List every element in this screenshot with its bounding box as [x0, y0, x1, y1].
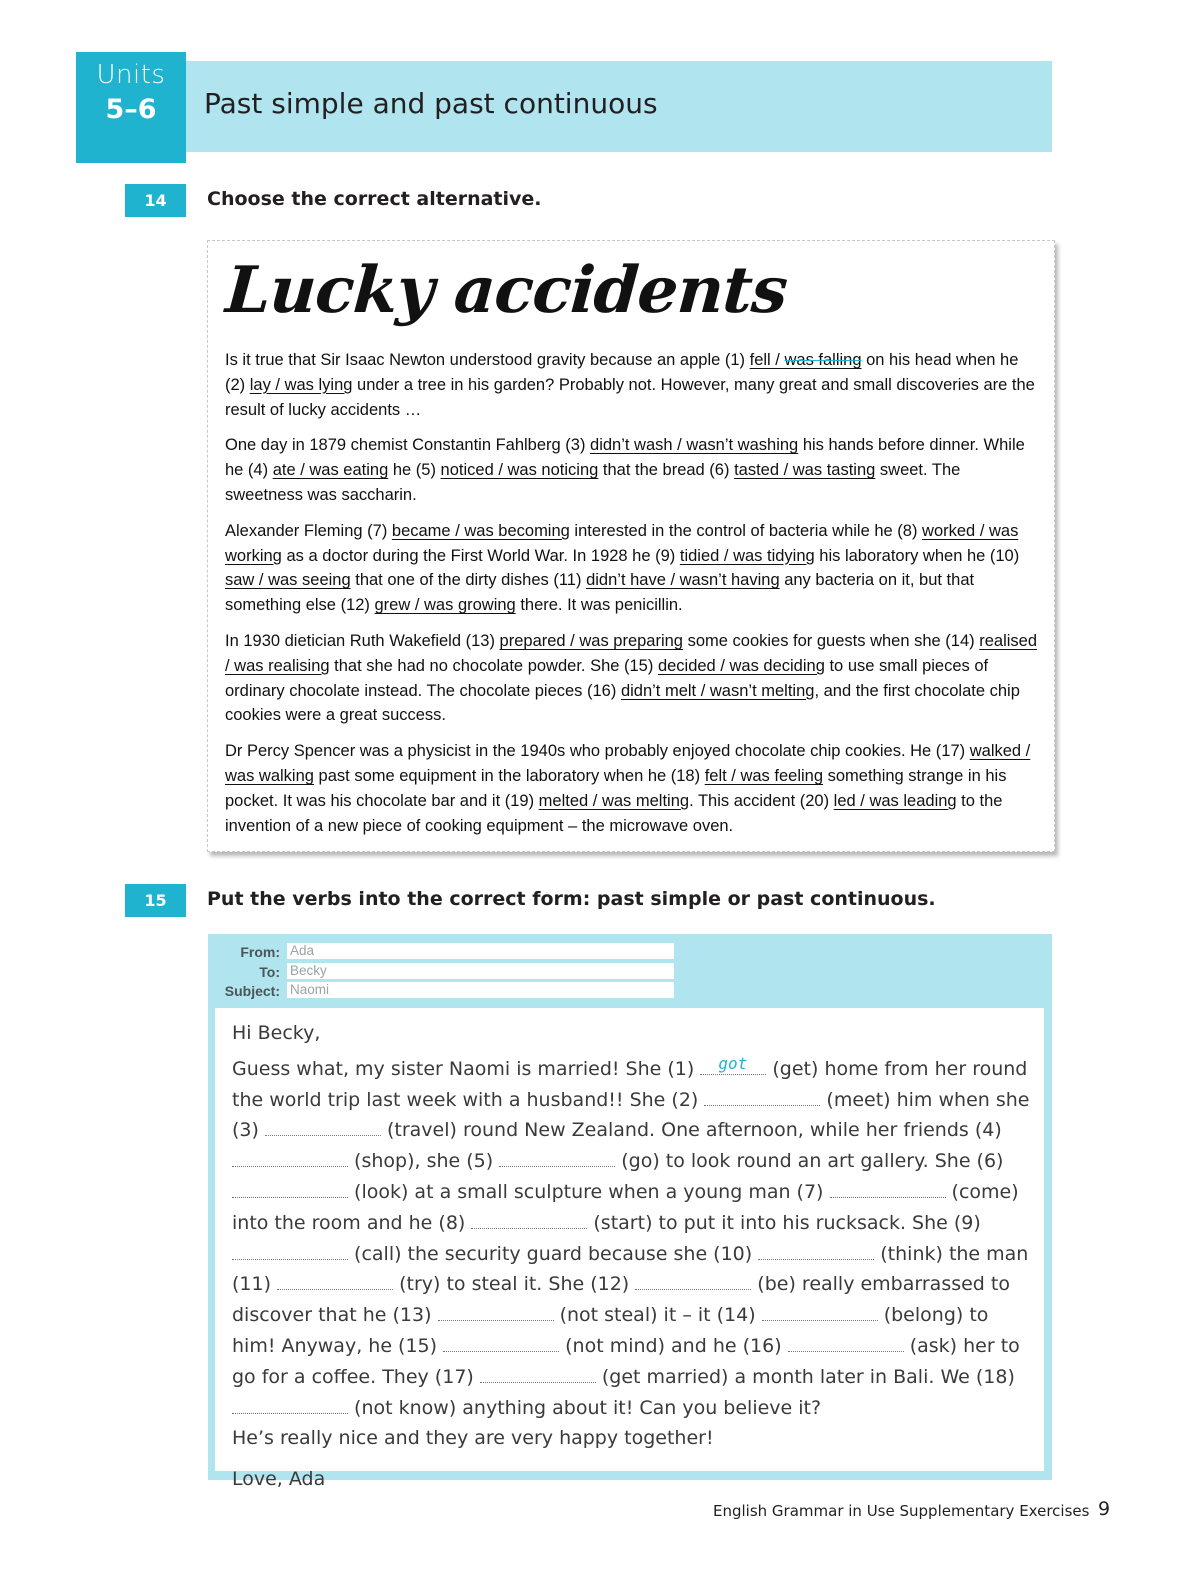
answer-blank-8[interactable] — [471, 1210, 587, 1229]
choice-1[interactable]: fell / was falling — [749, 351, 862, 369]
email-closing-line: He’s really nice and they are very happy together! — [232, 1427, 714, 1450]
handwritten-answer-1: got — [718, 1053, 748, 1073]
choice-14[interactable]: realised / was realising — [225, 631, 1038, 675]
choice-15[interactable]: decided / was deciding — [657, 656, 825, 675]
choice-16[interactable]: didn’t melt / wasn’t melting — [620, 681, 815, 700]
choice-1-crossed-out: was falling — [784, 351, 862, 369]
choice-13[interactable]: prepared / was preparing — [499, 631, 683, 650]
choice-6[interactable]: tasted / was tasting — [734, 461, 876, 480]
answer-blank-18[interactable] — [232, 1395, 348, 1414]
page-title: Past simple and past continuous — [204, 87, 658, 120]
article-paragraph-1: Is it true that Sir Isaac Newton understood gravity because an apple (1) fell / was falling on his head when he (2) lay / was lying under a tree in his garden? Probably not. However, many great and small discoveries are the result of lucky accidents … — [225, 351, 1035, 419]
choice-5[interactable]: noticed / was noticing — [440, 461, 599, 480]
answer-blank-17[interactable] — [480, 1364, 596, 1383]
choice-2[interactable]: lay / was lying — [249, 375, 353, 394]
subject-field[interactable]: Naomi — [287, 982, 674, 998]
subject-label: Subject: — [224, 983, 280, 999]
answer-blank-15[interactable] — [443, 1333, 559, 1352]
exercise-14-number: 14 — [125, 184, 186, 217]
answer-blank-9[interactable] — [232, 1241, 348, 1260]
choice-12[interactable]: grew / was growing — [374, 596, 516, 615]
choice-17[interactable]: walked / was walking — [225, 742, 1031, 785]
exercise-14-instruction: Choose the correct alternative. — [207, 188, 542, 210]
email-from-row — [208, 943, 678, 961]
exercise-15-instruction: Put the verbs into the correct form: past simple or past continuous. — [207, 888, 936, 910]
answer-blank-1[interactable] — [700, 1053, 766, 1075]
article-paragraph-2: One day in 1879 chemist Constantin Fahlberg (3) didn’t wash / wasn’t washing his hands before dinner. While he (4) ate / was eating he (5) noticed / was noticing that the bread (6) tasted / was tasting sweet. The sweetness was saccharin. — [225, 436, 1025, 504]
email-subject-row — [208, 982, 678, 1000]
to-label: To: — [259, 964, 280, 980]
choice-19[interactable]: melted / was melting — [538, 791, 690, 810]
article-title: Lucky accidents — [223, 253, 790, 328]
email-greeting: Hi Becky, — [232, 1022, 321, 1044]
page-number: 9 — [1098, 1498, 1111, 1520]
choice-20[interactable]: led / was leading — [833, 791, 957, 810]
answer-blank-11[interactable] — [277, 1271, 393, 1290]
from-field[interactable]: Ada — [287, 943, 674, 959]
answer-blank-6[interactable] — [232, 1179, 348, 1198]
choice-11[interactable]: didn’t have / wasn’t having — [586, 571, 780, 590]
answer-blank-12[interactable] — [635, 1271, 751, 1290]
answer-blank-13[interactable] — [438, 1302, 554, 1321]
to-field[interactable]: Becky — [287, 963, 674, 979]
article-body — [225, 348, 1040, 849]
answer-blank-4[interactable] — [232, 1148, 348, 1167]
unit-range: 5–6 — [105, 94, 157, 125]
answer-blank-10[interactable] — [758, 1241, 874, 1260]
article-paragraph-3: Alexander Fleming (7) became / was becoming interested in the control of bacteria while he (8) worked / was working as a doctor during the First World War. In 1928 he (9) tidied / was tidying his laboratory when he (10) saw / was seeing that one of the dirty dishes (11) didn’t have / wasn’t having any bacteria on it, but that something else (12) grew / was growing there. It was penicillin. — [225, 521, 1020, 615]
choice-9[interactable]: tidied / was tidying — [679, 546, 815, 565]
email-panel — [208, 934, 1052, 1491]
from-label: From: — [240, 944, 280, 960]
title-bar — [186, 61, 1052, 152]
answer-blank-16[interactable] — [788, 1333, 904, 1352]
choice-18[interactable]: felt / was feeling — [704, 766, 824, 785]
email-body — [215, 1008, 1044, 1491]
email-to-row — [208, 963, 678, 981]
email-text — [232, 1018, 1032, 1495]
choice-7[interactable]: became / was becoming — [391, 521, 570, 540]
unit-label: Units — [96, 60, 166, 90]
article-paragraph-4: In 1930 dietician Ruth Wakefield (13) prepared / was preparing some cookies for guests when she (14) realised / was realising that she had no chocolate powder. She (15) decided / was deciding to use small pieces of ordinary chocolate instead. The chocolate pieces (16) didn’t melt / wasn’t melting, and the first chocolate chip cookies were a great success. — [225, 631, 1038, 725]
article-paragraph-5: Dr Percy Spencer was a physicist in the 1940s who probably enjoyed chocolate chip cookies. He (17) walked / was walking past some equipment in the laboratory when he (18) felt / was feeling something strange in his pocket. It was his chocolate bar and it (19) melted / was melting. This accident (20) led / was leading to the invention of a new piece of cooking equipment – the microwave oven. — [225, 742, 1031, 835]
answer-blank-7[interactable] — [830, 1179, 946, 1198]
email-paragraph: Guess what, my sister Naomi is married! She (1) got (get) home from her round the world trip last week with a husband!! She (2) (meet) him when she (3) (travel) round New Zealand. One afternoon, while her friends (4) (shop), she (5) (go) to look round an art gallery. She (6) (look) at a small sculpture when a young man (7) (come) into the room and he (8) (start) to put it into his rucksack. She (9) (call) the security guard because she (10) (think) the man (11) (try) to steal it. She (12) (be) really embarrassed to discover that he (13) (not steal) it – it (14) (belong) to him! Anyway, he (15) (not mind) and he (16) (ask) her to go for a coffee. They (17) (get married) a month later in Bali. We (18) (not know) anything about it! Can you believe it? — [232, 1053, 1030, 1419]
answer-blank-14[interactable] — [762, 1302, 878, 1321]
choice-8[interactable]: worked / was working — [225, 521, 1019, 565]
choice-3[interactable]: didn’t wash / wasn’t washing — [590, 436, 799, 455]
answer-blank-5[interactable] — [499, 1148, 615, 1167]
choice-4[interactable]: ate / was eating — [272, 461, 389, 480]
exercise-15-number: 15 — [125, 884, 186, 917]
footer-book-title: English Grammar in Use Supplementary Exercises — [713, 1502, 1090, 1520]
unit-badge — [76, 52, 186, 163]
choice-10[interactable]: saw / was seeing — [225, 571, 351, 590]
answer-blank-3[interactable] — [265, 1117, 381, 1136]
email-signoff: Love, Ada — [232, 1468, 326, 1491]
lucky-accidents-article — [207, 240, 1055, 852]
answer-blank-2[interactable] — [704, 1087, 820, 1106]
